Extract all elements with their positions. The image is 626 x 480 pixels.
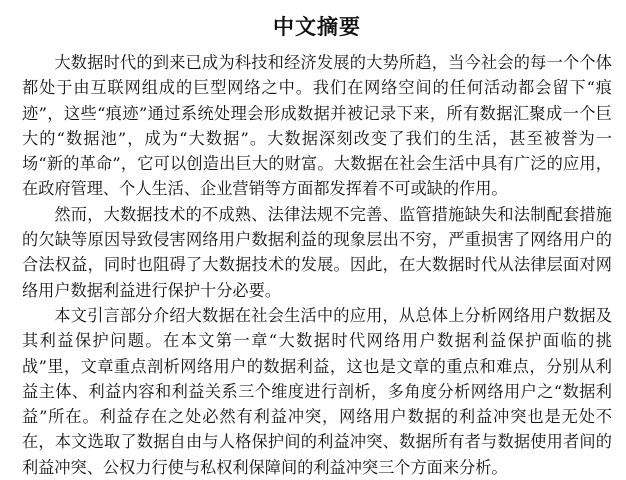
- paragraph-3: 本文引言部分介绍大数据在社会生活中的应用，从总体上分析网络用户数据及其利益保护问题。在本文第一章“大数据时代网络用户数据利益保护面临的挑战”里，文章重点剖析网络用户的数据利益，这也是文章的重点和难点，分别从利益主体、利益内容和利益关系三个维度进行剖析，多角度分析网络用户之“数据利益”所在。利益存在之处必然有利益冲突，网络用户数据的利益冲突也是无处不在，本文选取了数据自由与人格保护间的利益冲突、数据所有者与数据使用者间的利益冲突、公权力行使与私权利保障间的利益冲突三个方面来分析。: [22, 305, 612, 477]
- page-title: 中文摘要: [273, 15, 361, 39]
- paragraph-1: 大数据时代的到来已成为科技和经济发展的大势所趋，当今社会的每一个个体都处于由互联网组成的巨型网络之中。我们在网络空间的任何活动都会留下“痕迹”，这些“痕迹”通过系统处理会形成数据并被记录下来，所有数据汇聚成一个巨大的“数据池”，成为“大数据”。大数据深刻改变了我们的生活，甚至被誉为一场“新的革命”，它可以创造出巨大的财富。大数据在社会生活中具有广泛的应用，在政府管理、个人生活、企业营销等方面都发挥着不可或缺的作用。: [22, 53, 612, 199]
- paragraph-2: 然而，大数据技术的不成熟、法律法规不完善、监管措施缺失和法制配套措施的欠缺等原因导致侵害网络用户数据利益的现象层出不穷，严重损害了网络用户的合法权益，同时也阻碍了大数据技术的发展。因此，在大数据时代从法律层面对网络用户数据利益进行保护十分必要。: [22, 204, 612, 300]
